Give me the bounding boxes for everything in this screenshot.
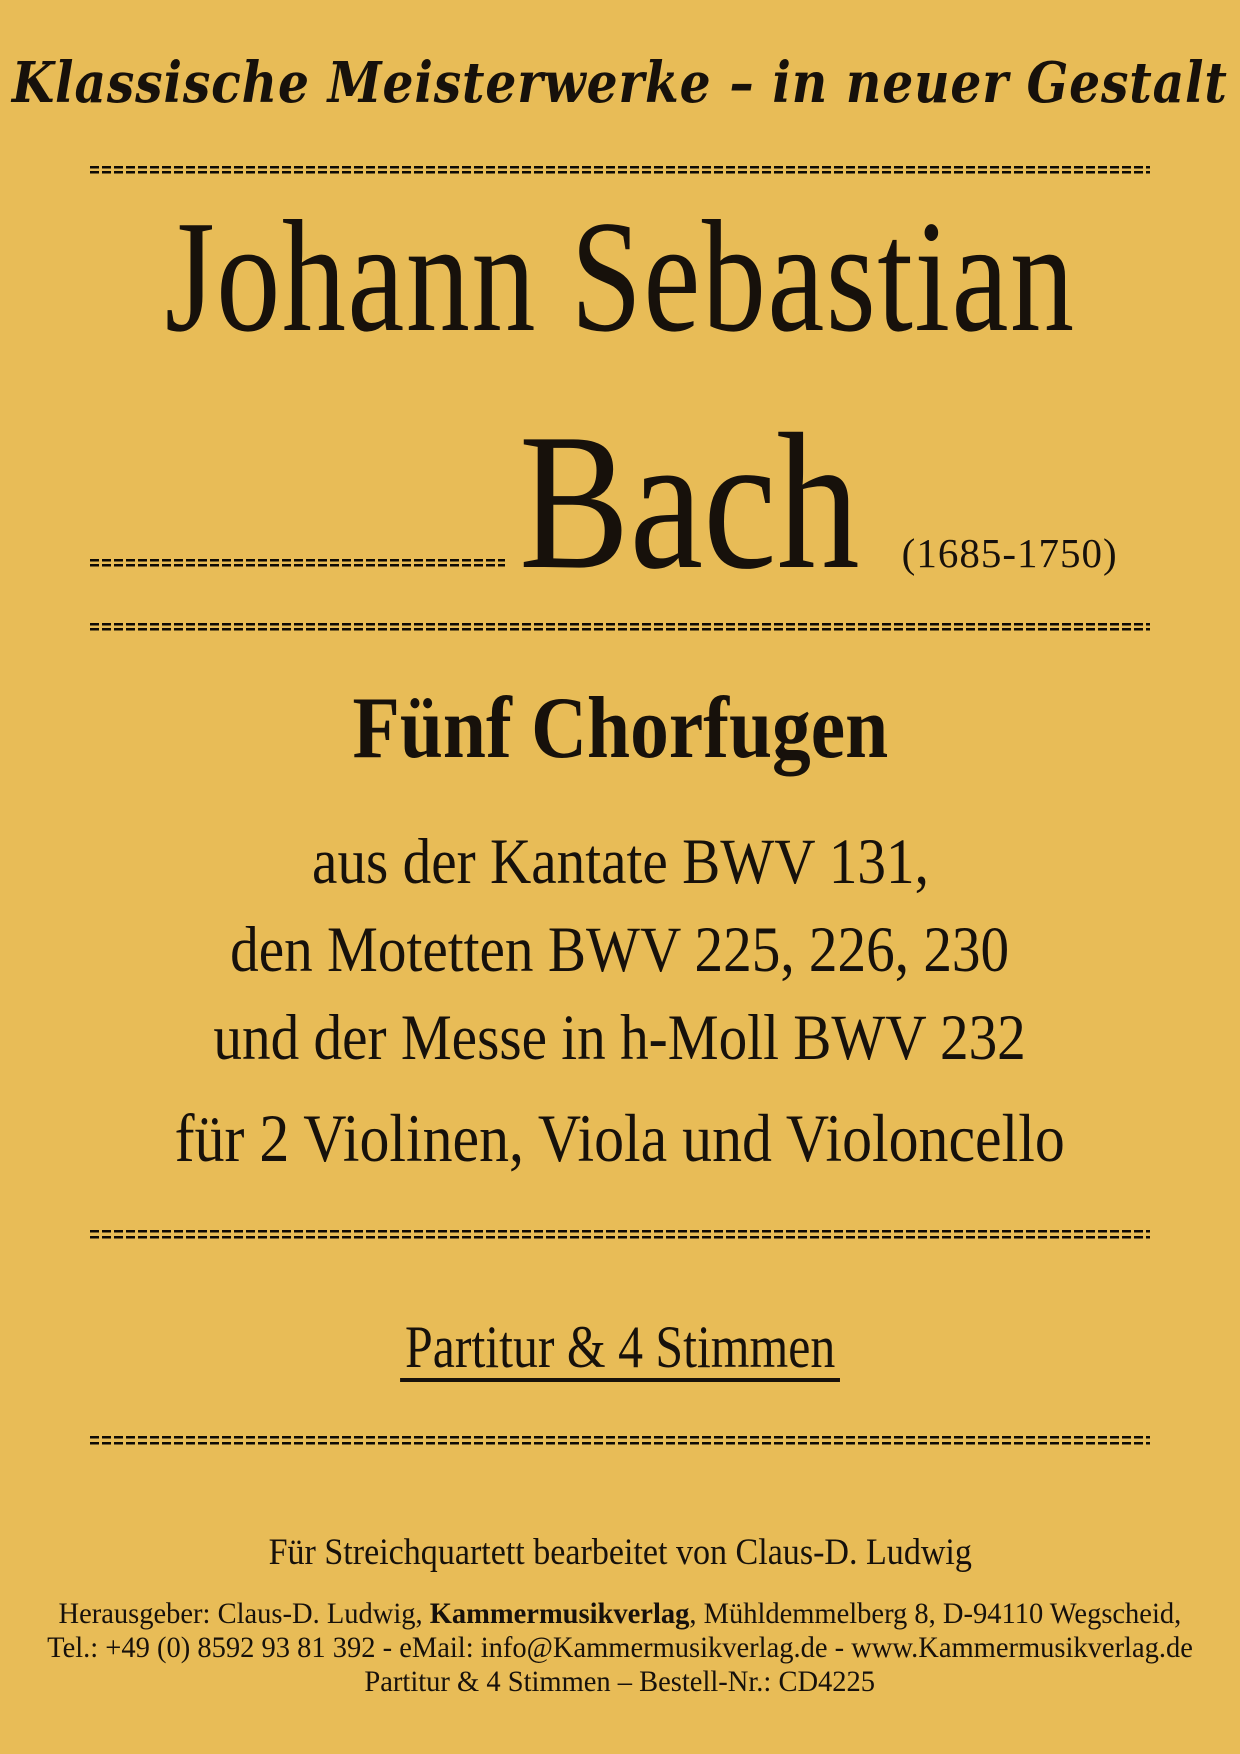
order-number-line: Partitur & 4 Stimmen – Bestell-Nr.: CD4225 xyxy=(364,1665,876,1699)
arranger-credit: Für Streichquartett bearbeitet von Claus-D. Ludwig xyxy=(268,1531,972,1573)
work-subtitle-block xyxy=(90,818,1150,1082)
subtitle-line: aus der Kantate BWV 131, xyxy=(311,825,929,898)
composer-dates: (1685-1750) xyxy=(901,530,1118,577)
composer-surname: Bach xyxy=(519,394,860,611)
edition-format: Partitur & 4 Stimmen xyxy=(400,1319,840,1382)
series-tagline: Klassische Meisterwerke – in neuer Gestalt xyxy=(12,50,1228,116)
contact-line: Tel.: +49 (0) 8592 93 81 392 - eMail: info@Kammermusikverlag.de - www.Kammermusikverlag.de xyxy=(47,1631,1193,1665)
publisher-prefix: Herausgeber: Claus-D. Ludwig, xyxy=(58,1597,430,1631)
divider-rule-under-work xyxy=(90,1230,1150,1239)
divider-rule-under-edition xyxy=(90,1436,1150,1445)
publisher-block xyxy=(47,1597,1193,1699)
publisher-suffix: , Mühldemmelberg 8, D-94110 Wegscheid, xyxy=(689,1597,1182,1631)
composer-first-names: Johann Sebastian xyxy=(164,187,1076,366)
divider-rule-top xyxy=(90,165,1150,174)
filler-rule xyxy=(90,558,505,567)
publisher-line xyxy=(59,1597,1182,1631)
instrumentation-line: für 2 Violinen, Viola und Violoncello xyxy=(174,1099,1066,1176)
composer-surname-row xyxy=(90,394,1150,611)
work-title: Fünf Chorfugen xyxy=(352,680,888,778)
subtitle-line: den Motetten BWV 225, 226, 230 xyxy=(230,913,1010,986)
subtitle-line: und der Messe in h-Moll BWV 232 xyxy=(213,1001,1027,1074)
publisher-name: Kammermusikverlag xyxy=(429,1597,690,1631)
